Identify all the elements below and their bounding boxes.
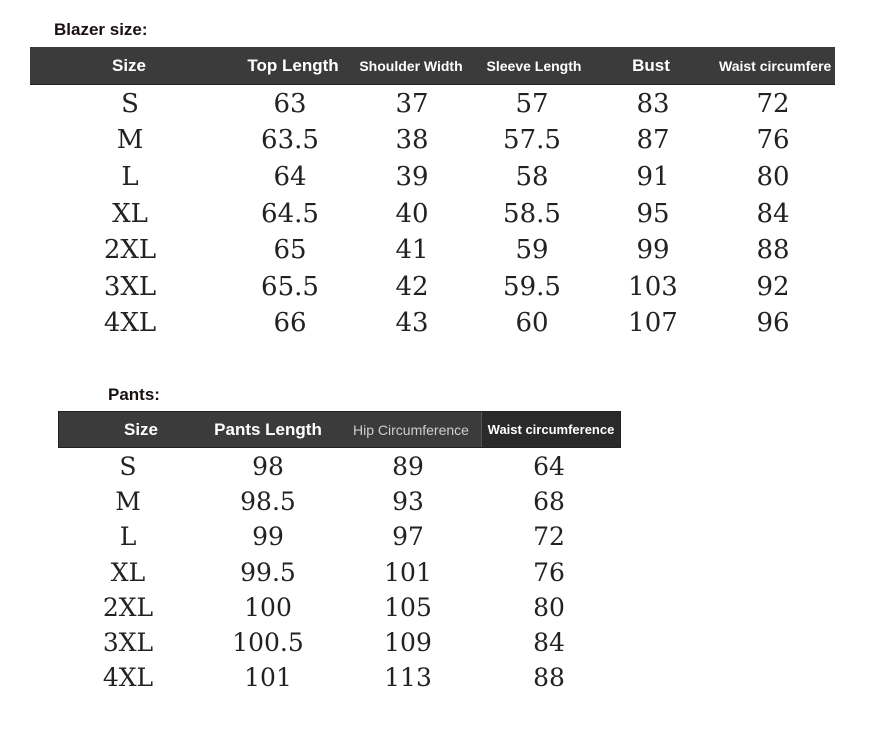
table-row xyxy=(0,625,875,660)
pants-length-cell: 99.5 xyxy=(240,558,296,587)
size-cell: M xyxy=(116,125,144,155)
bust-cell: 103 xyxy=(628,272,678,302)
size-cell: 2XL xyxy=(103,235,157,265)
shoulder-width-cell: 43 xyxy=(395,308,429,338)
pants-header-row xyxy=(58,411,621,448)
size-cell: XL xyxy=(110,558,146,587)
blazer-header-waist: Waist circumfere xyxy=(719,57,832,74)
pants-length-cell: 100.5 xyxy=(232,628,304,657)
waist-cell: 68 xyxy=(533,487,565,516)
table-row xyxy=(0,555,875,590)
table-row xyxy=(0,232,875,268)
top-length-cell: 65.5 xyxy=(261,272,319,302)
waist-cell: 72 xyxy=(533,522,565,551)
blazer-header-top-length: Top Length xyxy=(247,55,339,75)
pants-header-hip: Hip Circumference xyxy=(353,421,469,438)
waist-cell: 92 xyxy=(756,272,790,302)
size-cell: 4XL xyxy=(102,663,154,692)
shoulder-width-cell: 42 xyxy=(395,272,429,302)
waist-cell: 72 xyxy=(756,89,790,119)
bust-cell: 83 xyxy=(636,89,670,119)
blazer-header-sleeve-length: Sleeve Length xyxy=(486,57,582,74)
table-row xyxy=(0,660,875,695)
sleeve-length-cell: 60 xyxy=(515,308,549,338)
bust-cell: 107 xyxy=(628,308,678,338)
blazer-header-row xyxy=(30,47,835,85)
shoulder-width-cell: 41 xyxy=(395,235,429,265)
table-row xyxy=(0,86,875,122)
waist-cell: 76 xyxy=(756,125,790,155)
hip-cell: 105 xyxy=(384,593,432,622)
blazer-title: Blazer size: xyxy=(54,20,148,39)
table-row xyxy=(0,159,875,195)
size-cell: S xyxy=(119,452,137,481)
sleeve-length-cell: 59.5 xyxy=(503,272,561,302)
size-cell: S xyxy=(121,89,139,119)
waist-cell: 88 xyxy=(533,663,565,692)
waist-cell: 88 xyxy=(756,235,790,265)
blazer-header-shoulder-width: Shoulder Width xyxy=(359,57,463,74)
size-cell: 3XL xyxy=(103,272,157,302)
blazer-header-bust: Bust xyxy=(632,55,670,75)
bust-cell: 95 xyxy=(636,199,670,229)
bust-cell: 87 xyxy=(636,125,670,155)
pants-title: Pants: xyxy=(108,385,160,404)
hip-cell: 113 xyxy=(384,663,432,692)
sleeve-length-cell: 57 xyxy=(515,89,549,119)
pants-header-pants-length: Pants Length xyxy=(214,419,322,439)
hip-cell: 97 xyxy=(392,522,424,551)
size-cell: M xyxy=(115,487,141,516)
size-cell: XL xyxy=(112,199,148,229)
hip-cell: 89 xyxy=(392,452,424,481)
table-row xyxy=(0,449,875,484)
pants-header-waist: Waist circumference xyxy=(481,412,620,447)
table-row xyxy=(0,519,875,554)
size-cell: 3XL xyxy=(102,628,154,657)
shoulder-width-cell: 37 xyxy=(395,89,429,119)
top-length-cell: 66 xyxy=(273,308,307,338)
size-cell: 2XL xyxy=(102,593,154,622)
top-length-cell: 64 xyxy=(273,162,307,192)
table-row xyxy=(0,305,875,341)
waist-cell: 84 xyxy=(756,199,790,229)
table-row xyxy=(0,122,875,158)
waist-cell: 64 xyxy=(533,452,565,481)
top-length-cell: 63 xyxy=(273,89,307,119)
top-length-cell: 64.5 xyxy=(261,199,319,229)
shoulder-width-cell: 38 xyxy=(395,125,429,155)
top-length-cell: 63.5 xyxy=(261,125,319,155)
table-row xyxy=(0,590,875,625)
pants-header-size: Size xyxy=(123,419,159,439)
hip-cell: 109 xyxy=(384,628,432,657)
table-row xyxy=(0,196,875,232)
bust-cell: 91 xyxy=(636,162,670,192)
sleeve-length-cell: 58 xyxy=(515,162,549,192)
size-cell: 4XL xyxy=(103,308,157,338)
blazer-header-size: Size xyxy=(111,55,147,75)
pants-length-cell: 101 xyxy=(244,663,292,692)
size-cell: L xyxy=(119,522,137,551)
top-length-cell: 65 xyxy=(273,235,307,265)
bust-cell: 99 xyxy=(636,235,670,265)
size-cell: L xyxy=(121,162,139,192)
waist-cell: 96 xyxy=(756,308,790,338)
shoulder-width-cell: 40 xyxy=(395,199,429,229)
sleeve-length-cell: 57.5 xyxy=(503,125,561,155)
pants-length-cell: 100 xyxy=(244,593,292,622)
table-row xyxy=(0,269,875,305)
pants-length-cell: 98 xyxy=(252,452,284,481)
sleeve-length-cell: 59 xyxy=(515,235,549,265)
sleeve-length-cell: 58.5 xyxy=(503,199,561,229)
hip-cell: 93 xyxy=(392,487,424,516)
waist-cell: 84 xyxy=(533,628,565,657)
waist-cell: 80 xyxy=(756,162,790,192)
waist-cell: 76 xyxy=(533,558,565,587)
shoulder-width-cell: 39 xyxy=(395,162,429,192)
hip-cell: 101 xyxy=(384,558,432,587)
table-row xyxy=(0,484,875,519)
pants-length-cell: 98.5 xyxy=(240,487,296,516)
waist-cell: 80 xyxy=(533,593,565,622)
pants-length-cell: 99 xyxy=(252,522,284,551)
